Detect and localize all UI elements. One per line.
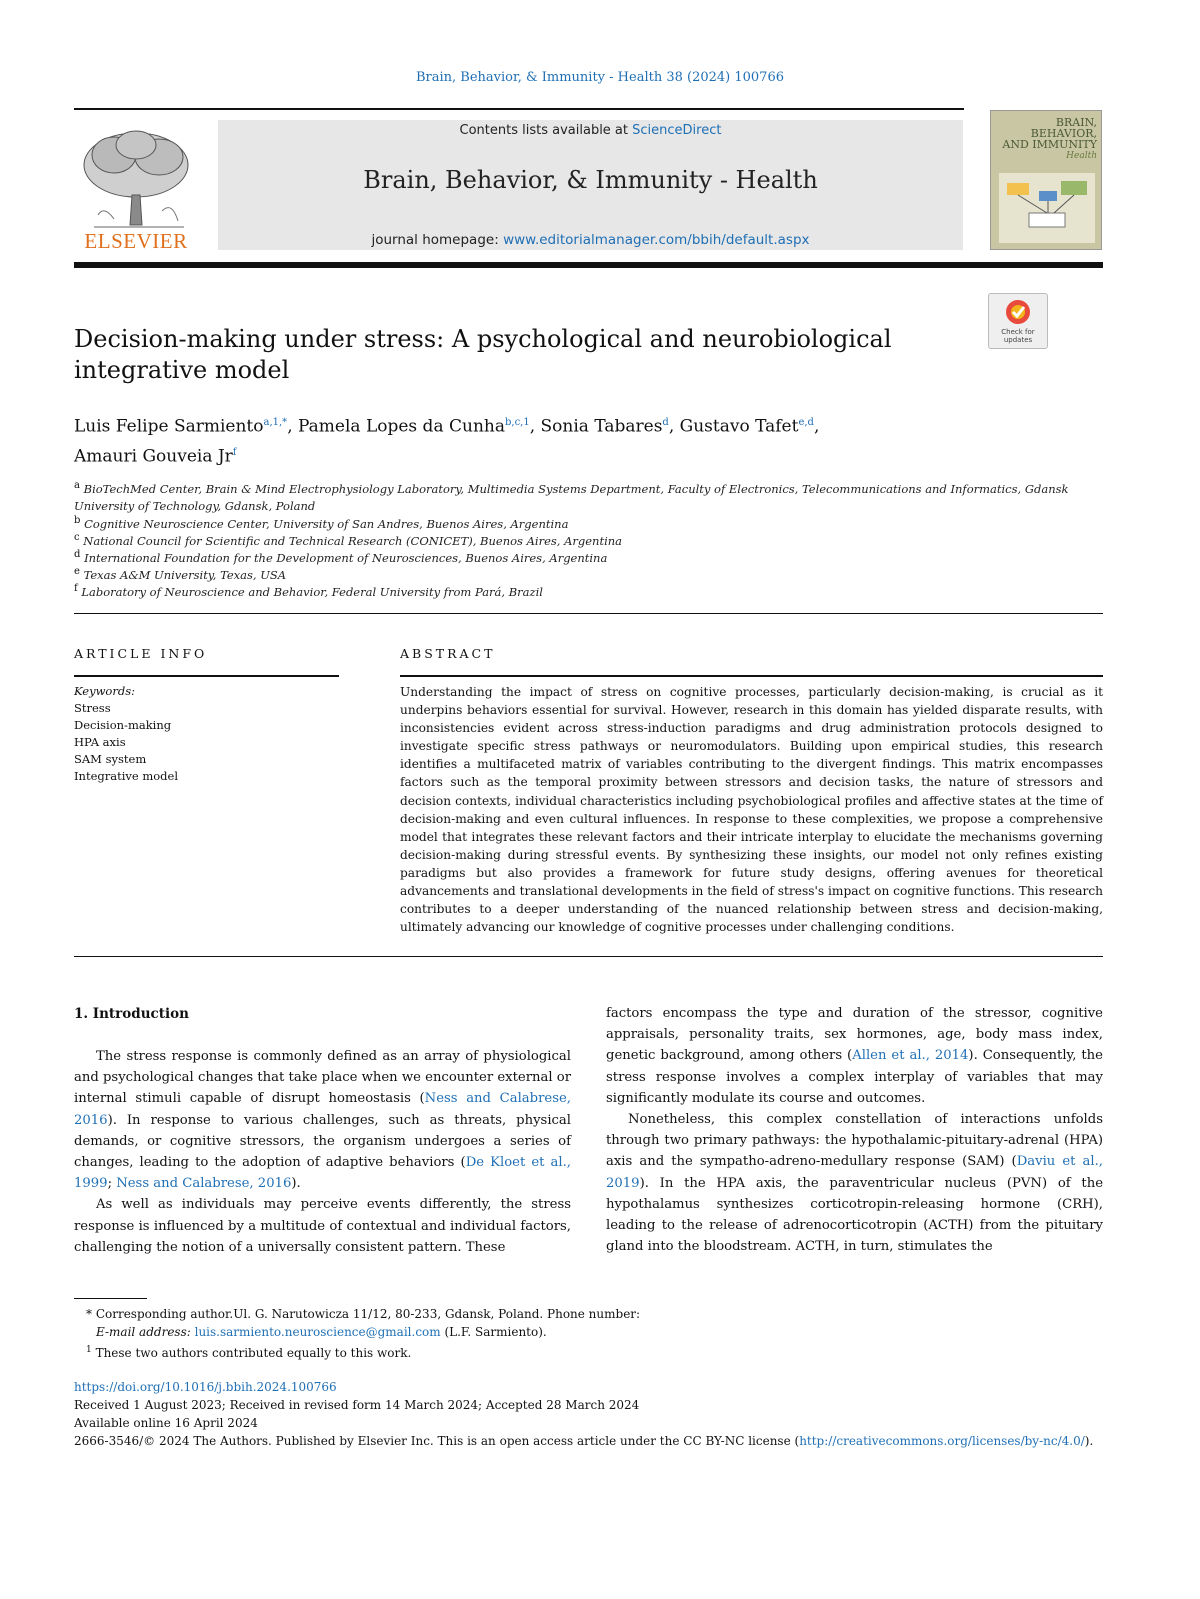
elsevier-wordmark: ELSEVIER <box>84 229 188 253</box>
author-affiliation-marks[interactable]: f <box>232 446 237 458</box>
elsevier-logo[interactable] <box>74 115 214 255</box>
license-text-end: ). <box>1084 1434 1094 1448</box>
received-dates: Received 1 August 2023; Received in revised form 14 March 2024; Accepted 28 March 2024 <box>74 1398 640 1412</box>
contents-line <box>218 123 963 138</box>
citation-link[interactable]: Allen et al., 2014 <box>852 1048 969 1064</box>
author-affiliation-marks[interactable]: d <box>662 417 669 428</box>
affiliation-text: Laboratory of Neuroscience and Behavior, Federal University from Pará, Brazil <box>81 584 543 599</box>
footnote-rule <box>74 1298 147 1299</box>
keywords-title: Keywords: <box>74 684 135 698</box>
citation-link[interactable]: Daviu et al., 2019 <box>606 1154 1103 1191</box>
text-run: ). In response to various challenges, such as threats, physical demands, or cognitive stressors, the organism undergoes a series of changes, leading to the adoption of adaptive behaviors ( <box>74 1112 571 1171</box>
affiliation-a <box>74 477 1104 515</box>
crossmark-label: Check for updates <box>1001 328 1035 344</box>
footnotes <box>74 1305 974 1362</box>
intro-paragraph-2: As well as individuals may perceive events differently, the stress response is influenced by a multitude of contextual and individual factors, challenging the notion of a universally consistent pattern. These <box>74 1197 571 1255</box>
masthead-top-rule <box>74 108 964 110</box>
affiliation-key: e <box>74 566 80 577</box>
corresponding-author-text: Corresponding author.Ul. G. Narutowicza 11/12, 80-233, Gdansk, Poland. Phone number: <box>95 1307 641 1321</box>
text-run: factors encompass the type and duration of the stressor, cognitive appraisals, personality traits, sex hormones, age, body mass index, genetic background, among others ( <box>606 1006 1103 1064</box>
text-run: The stress response is commonly defined as an array of physiological and psychological changes that take place when we encounter external or internal stimuli capable of disrupt homeostasis ( <box>74 1049 572 1107</box>
journal-title: Brain, Behavior, & Immunity - Health <box>363 166 818 194</box>
author-affiliation-marks[interactable]: b,c,1 <box>504 417 530 428</box>
affiliations-rule <box>74 613 1103 614</box>
running-head[interactable]: Brain, Behavior, & Immunity - Health 38 (2024) 100766 <box>415 70 784 85</box>
affiliation-key: c <box>74 532 80 543</box>
abstract-text: Understanding the impact of stress on cognitive processes, particularly decision-making, is crucial as it underpins behaviors essential for survival. However, research in this domain has yielded disparate results, with inconsistencies evident across stress-induction paradigms and drug administration protocols designed to investigate specific stress pathways or neuromodulators. Building upon empirical studies, this research identifies a multifaceted matrix of variables contributing to the divergent findings. This matrix encompasses factors such as the temporal proximity between stressors and decision tasks, the nature of stressors and decision contexts, individual characteristics including psychobiological profiles and affective states at the time of decision-making and even cultural influences. In response to these complexities, we propose a comprehensive model that integrates these relevant factors and their intricate interplay to elucidate the mechanisms governing decision-making during stressful events. By synthesizing these insights, our model not only refines existing paradigms but also provides a framework for future study designs, offering avenues for theoretical advancements and translational developments in the field of stress's impact on cognitive functions. This research contributes to a deeper understanding of the nuanced relationship between stress and decision-making, ultimately advancing our knowledge of cognitive processes under challenging conditions. <box>400 685 1103 935</box>
intro-paragraph-1 <box>74 1046 571 1194</box>
text-run: Nonetheless, this complex constellation of interactions unfolds through two primary pathways: the hypothalamic-pituitary-adrenal (HPA) axis and the sympatho-adreno-medullary response (SAM) ( <box>606 1112 1103 1170</box>
text-run: ; <box>107 1176 117 1192</box>
author-separator: , <box>287 416 298 437</box>
keyword: Decision-making <box>74 718 172 732</box>
license-link[interactable]: http://creativecommons.org/licenses/by-nc/4.0/ <box>799 1434 1085 1448</box>
introduction-heading: 1. Introduction <box>74 1006 189 1022</box>
keyword: SAM system <box>74 752 147 766</box>
author-separator: , <box>668 416 680 437</box>
abstract-heading: ABSTRACT <box>400 646 496 661</box>
article-title: Decision-making under stress: A psychological and neurobiological integrative model <box>74 325 892 384</box>
body-column-left <box>74 1046 571 1258</box>
affiliation-key: b <box>74 515 81 526</box>
intro-paragraph-2-continued <box>606 1003 1103 1109</box>
footnote-mark: * <box>86 1307 92 1321</box>
keyword: Integrative model <box>74 769 179 783</box>
abstract-rule <box>400 675 1103 677</box>
citation-link[interactable]: De Kloet et al., 1999 <box>74 1155 571 1192</box>
affiliation-key: d <box>74 549 81 560</box>
affiliation-text: National Council for Scientific and Technical Research (CONICET), Buenos Aires, Argentina <box>83 533 623 548</box>
article-info-heading: ARTICLE INFO <box>74 646 208 661</box>
affiliation-text: Cognitive Neuroscience Center, University of San Andres, Buenos Aires, Argentina <box>84 516 569 531</box>
footnote-mark: 1 <box>86 1345 92 1355</box>
available-online: Available online 16 April 2024 <box>74 1416 258 1430</box>
author-affiliation-marks[interactable]: e,d <box>798 417 814 428</box>
license-statement <box>74 1432 1104 1450</box>
homepage-line <box>218 232 963 248</box>
publication-info <box>74 1378 1104 1450</box>
author-separator: , <box>529 416 541 437</box>
crossmark-icon <box>1004 298 1032 326</box>
corresponding-author-note <box>74 1305 974 1323</box>
keywords-block <box>74 683 339 785</box>
email-suffix: (L.F. Sarmiento). <box>440 1325 547 1339</box>
sciencedirect-link[interactable]: ScienceDirect <box>632 123 722 138</box>
text-run: ). <box>291 1176 301 1192</box>
masthead-bottom-rule <box>74 262 1103 268</box>
cover-figure-icon <box>999 173 1095 243</box>
author-list <box>74 410 1103 469</box>
email-label: E-mail address: <box>96 1325 191 1339</box>
equal-contribution-note <box>74 1341 974 1362</box>
author-name[interactable]: Amauri Gouveia Jr <box>74 446 233 467</box>
keyword: Stress <box>74 701 111 715</box>
citation-link[interactable]: Ness and Calabrese, 2016 <box>74 1091 571 1128</box>
contents-prefix: Contents lists available at <box>459 123 633 138</box>
email-link[interactable]: luis.sarmiento.neuroscience@gmail.com <box>194 1325 441 1339</box>
keyword: HPA axis <box>74 735 126 749</box>
body-column-right <box>606 1003 1103 1257</box>
text-run: ). Consequently, the stress response involves a complex interplay of variables that may significantly modulate its course and outcomes. <box>606 1048 1103 1106</box>
affiliation-key: f <box>74 583 78 594</box>
affiliation-text: BioTechMed Center, Brain & Mind Electrophysiology Laboratory, Multimedia Systems Department, Faculty of Electronics, Telecommunications and Informatics, Gdansk University of Technology, Gdansk, Poland <box>74 481 1069 513</box>
affiliation-f <box>74 580 1104 601</box>
check-for-updates-badge[interactable] <box>988 293 1048 349</box>
intro-paragraph-3 <box>606 1109 1103 1257</box>
citation-link[interactable]: Ness and Calabrese, 2016 <box>116 1176 292 1192</box>
article-info-rule <box>74 675 339 677</box>
affiliation-text: Texas A&M University, Texas, USA <box>83 567 287 582</box>
author-name[interactable]: Luis Felipe Sarmiento <box>74 416 264 437</box>
affiliation-text: International Foundation for the Development of Neurosciences, Buenos Aires, Argentina <box>84 550 608 565</box>
email-line <box>74 1323 974 1341</box>
author-affiliation-marks[interactable]: a,1,* <box>263 417 288 428</box>
affiliation-key: a <box>74 480 80 491</box>
author-name[interactable]: Gustavo Tafet <box>679 416 799 437</box>
journal-homepage-link[interactable]: www.editorialmanager.com/bbih/default.aspx <box>503 232 810 248</box>
cover-subtitle: Health <box>1066 151 1097 161</box>
license-text: 2666-3546/© 2024 The Authors. Published by Elsevier Inc. This is an open access article under the CC BY-NC license ( <box>74 1434 800 1448</box>
text-run: ). In the HPA axis, the paraventricular nucleus (PVN) of the hypothalamus synthesizes corticotropin-releasing hormone (CRH), leading to the release of adrenocorticotropin (ACTH) from the pituitary gland into the bloodstream. ACTH, in turn, stimulates the <box>606 1175 1103 1255</box>
author-separator: , <box>813 416 820 437</box>
abstract-bottom-rule <box>74 956 1103 957</box>
doi-link[interactable]: https://doi.org/10.1016/j.bbih.2024.100766 <box>74 1380 337 1394</box>
equal-contribution-text: These two authors contributed equally to this work. <box>95 1346 412 1360</box>
cover-title: BRAIN, BEHAVIOR, AND IMMUNITY <box>1002 116 1097 151</box>
author-name[interactable]: Sonia Tabares <box>540 416 663 437</box>
homepage-prefix: journal homepage: <box>371 232 504 248</box>
journal-cover-image[interactable] <box>990 110 1102 250</box>
author-name[interactable]: Pamela Lopes da Cunha <box>298 416 505 437</box>
